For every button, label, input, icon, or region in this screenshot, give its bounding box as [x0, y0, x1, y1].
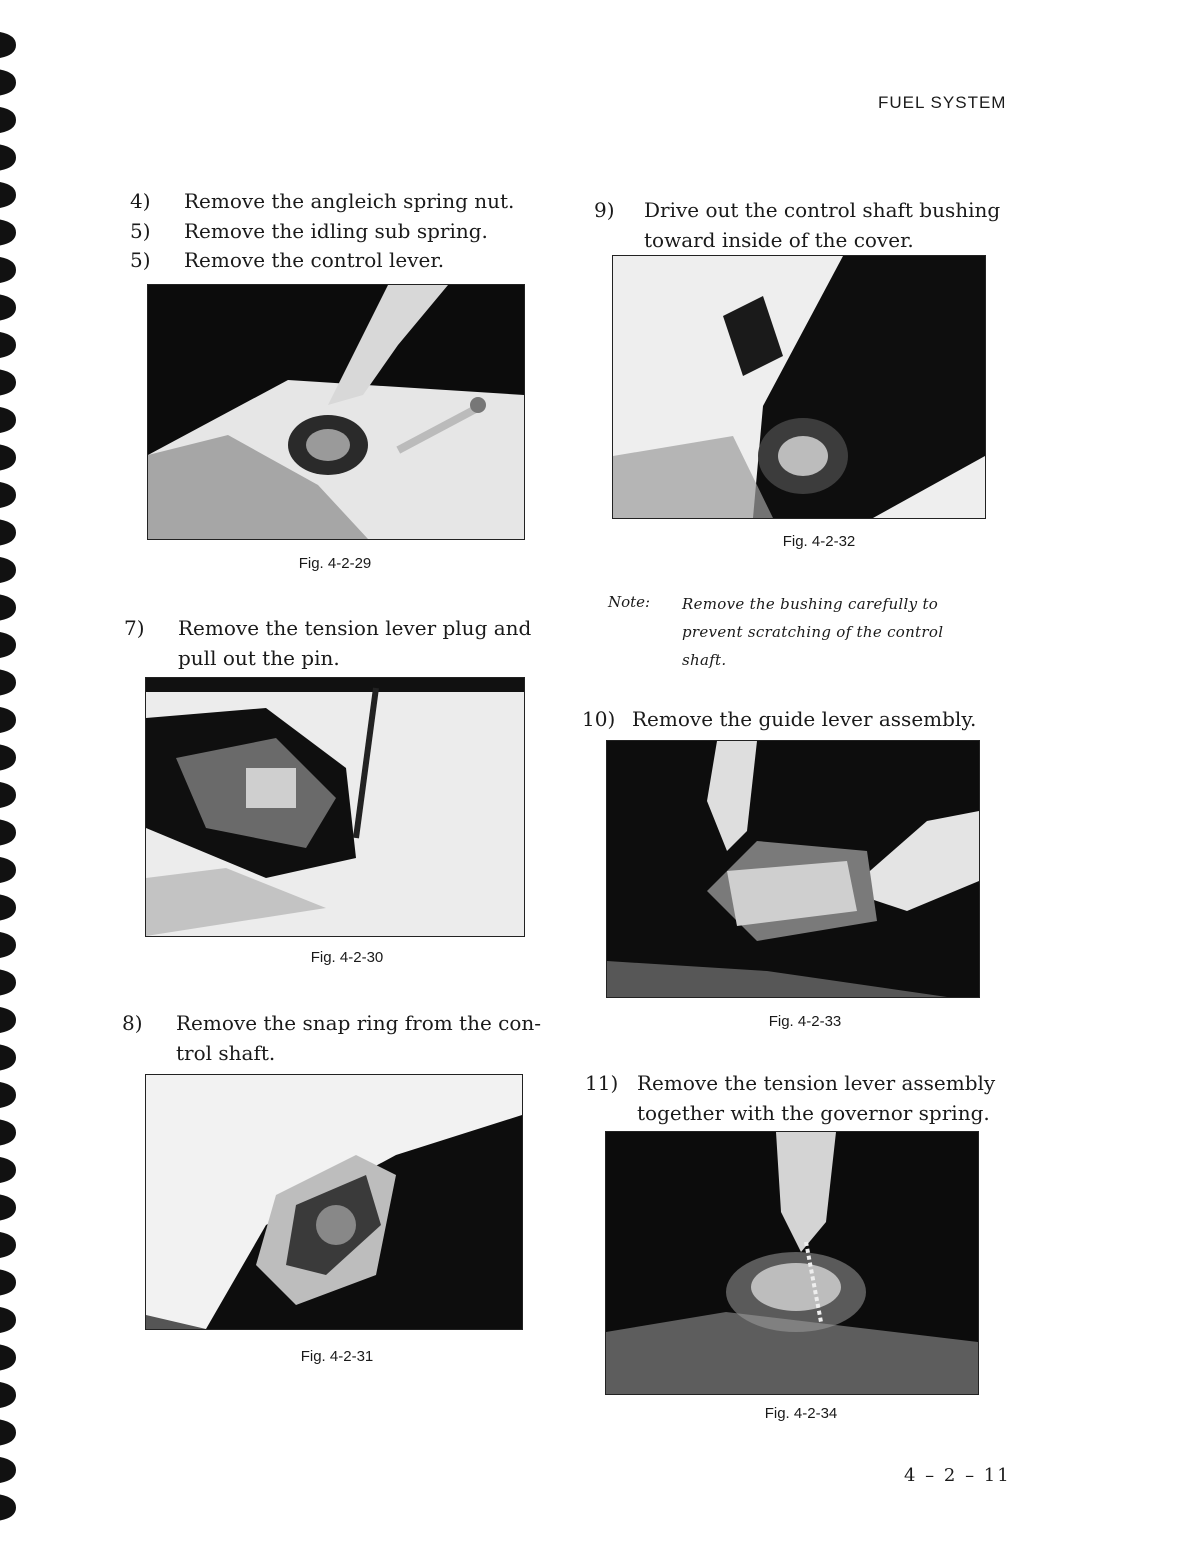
binding-hole	[0, 1120, 16, 1146]
step-text: Remove the tension lever assembly	[637, 1071, 996, 1095]
binding-hole	[0, 145, 16, 171]
binding-hole	[0, 370, 16, 396]
step-number: 9)	[594, 198, 615, 222]
binding-hole	[0, 332, 16, 358]
section-header: FUEL SYSTEM	[878, 93, 1007, 112]
step-number: 11)	[585, 1071, 619, 1095]
step-6	[130, 245, 550, 275]
note-line: prevent scratching of the control	[682, 623, 944, 641]
step-text: together with the governor spring.	[637, 1101, 990, 1125]
binding-hole	[0, 1270, 16, 1296]
binding-hole	[0, 1345, 16, 1371]
photo-fig-4-2-34	[605, 1131, 979, 1395]
binding-hole	[0, 707, 16, 733]
binding-hole	[0, 1420, 16, 1446]
binding-hole	[0, 220, 16, 246]
step-5	[130, 216, 550, 246]
binding-hole	[0, 557, 16, 583]
step-text: Remove the tension lever plug and	[178, 616, 532, 640]
binding-hole	[0, 182, 16, 208]
note-line: Remove the bushing carefully to	[682, 595, 939, 613]
binding-hole	[0, 1007, 16, 1033]
binding-hole	[0, 632, 16, 658]
binding-hole	[0, 857, 16, 883]
binding-hole	[0, 1457, 16, 1483]
binding-hole	[0, 782, 16, 808]
step-text: Remove the guide lever assembly.	[632, 707, 977, 731]
binding-hole	[0, 1232, 16, 1258]
note-text	[682, 590, 982, 674]
binding-hole	[0, 407, 16, 433]
step-number: 5)	[130, 219, 151, 243]
binding-hole	[0, 295, 16, 321]
step-8	[122, 1008, 552, 1068]
figure-caption: Fig. 4-2-31	[300, 1348, 374, 1365]
step-text: toward inside of the cover.	[644, 228, 914, 252]
binding-hole	[0, 820, 16, 846]
binding-hole	[0, 1195, 16, 1221]
photo-fig-4-2-29	[147, 284, 525, 540]
step-number: 8)	[122, 1011, 143, 1035]
step-number: 5)	[130, 248, 151, 272]
step-text: trol shaft.	[176, 1041, 276, 1065]
step-10	[582, 704, 1002, 734]
step-number: 10)	[582, 707, 616, 731]
figure-caption: Fig. 4-2-32	[782, 533, 856, 550]
binding-hole	[0, 895, 16, 921]
binding-hole	[0, 1307, 16, 1333]
binding-hole	[0, 107, 16, 133]
step-number: 7)	[124, 616, 145, 640]
note-label: Note:	[608, 593, 651, 611]
binding-hole	[0, 1082, 16, 1108]
figure-caption: Fig. 4-2-33	[768, 1013, 842, 1030]
step-text: pull out the pin.	[178, 646, 340, 670]
binding-hole	[0, 670, 16, 696]
figure-caption: Fig. 4-2-30	[310, 949, 384, 966]
photo-fig-4-2-33	[606, 740, 980, 998]
binding-hole	[0, 1045, 16, 1071]
step-4	[130, 186, 550, 216]
note-line: shaft.	[682, 651, 727, 669]
binding-hole	[0, 932, 16, 958]
binding-hole	[0, 32, 16, 58]
binding-hole	[0, 1382, 16, 1408]
binding-hole	[0, 745, 16, 771]
binding-hole	[0, 257, 16, 283]
figure-caption: Fig. 4-2-29	[298, 555, 372, 572]
step-text: Remove the angleich spring nut.	[184, 189, 515, 213]
step-text: Remove the idling sub spring.	[184, 219, 488, 243]
binding-hole	[0, 1157, 16, 1183]
binding-hole	[0, 482, 16, 508]
binding-holes	[0, 0, 20, 1544]
figure-caption: Fig. 4-2-34	[764, 1405, 838, 1422]
binding-hole	[0, 1495, 16, 1521]
page-number: 4 – 2 – 11	[904, 1465, 1011, 1486]
step-text: Remove the control lever.	[184, 248, 445, 272]
photo-fig-4-2-32	[612, 255, 986, 519]
step-9	[594, 195, 1024, 255]
step-text: Drive out the control shaft bushing	[644, 198, 1001, 222]
binding-hole	[0, 970, 16, 996]
step-11	[585, 1068, 1015, 1128]
binding-hole	[0, 520, 16, 546]
photo-fig-4-2-31	[145, 1074, 523, 1330]
binding-hole	[0, 595, 16, 621]
step-text: Remove the snap ring from the con-	[176, 1011, 542, 1035]
step-7	[124, 613, 554, 673]
photo-fig-4-2-30	[145, 677, 525, 937]
step-number: 4)	[130, 189, 151, 213]
binding-hole	[0, 70, 16, 96]
binding-hole	[0, 445, 16, 471]
